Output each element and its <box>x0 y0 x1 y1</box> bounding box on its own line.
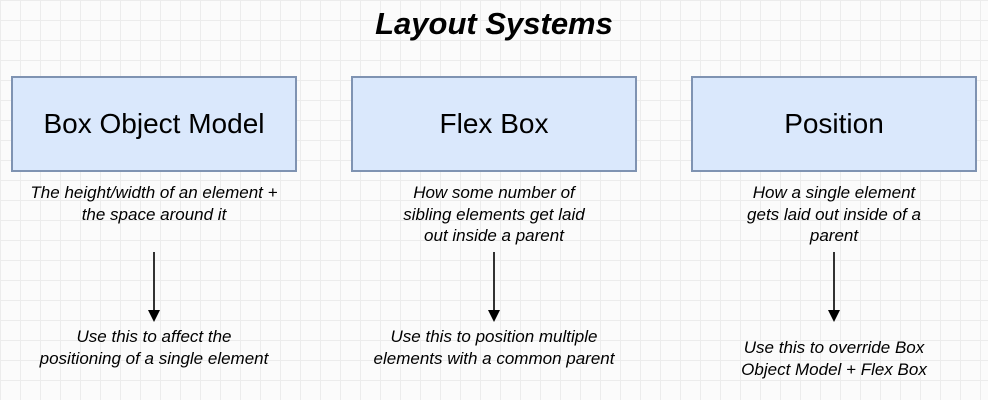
down-arrow-icon <box>144 252 164 322</box>
position-box <box>691 76 977 172</box>
box-object-model-label: Box Object Model <box>43 108 265 139</box>
box-object-model-description: The height/width of an element + the space around it <box>30 183 278 224</box>
flex-box-description: How some number of sibling elements get laid out inside a parent <box>403 183 585 245</box>
down-arrow-icon <box>824 252 844 322</box>
position-label: Position <box>784 108 884 139</box>
flex-box-box <box>351 76 637 172</box>
box-object-model-usage: Use this to affect the positioning of a single element <box>39 327 269 368</box>
column-flex-box <box>351 76 637 396</box>
column-box-object-model <box>11 76 297 396</box>
diagram-title: Layout Systems <box>375 6 613 41</box>
column-position <box>691 76 977 396</box>
position-description: How a single element gets laid out inside of a parent <box>747 183 921 245</box>
flex-box-usage: Use this to position multiple elements with a common parent <box>373 327 615 368</box>
box-object-model-box <box>11 76 297 172</box>
down-arrow-icon <box>484 252 504 322</box>
position-usage: Use this to override Box Object Model + Flex Box <box>741 338 927 379</box>
flex-box-label: Flex Box <box>439 108 549 139</box>
